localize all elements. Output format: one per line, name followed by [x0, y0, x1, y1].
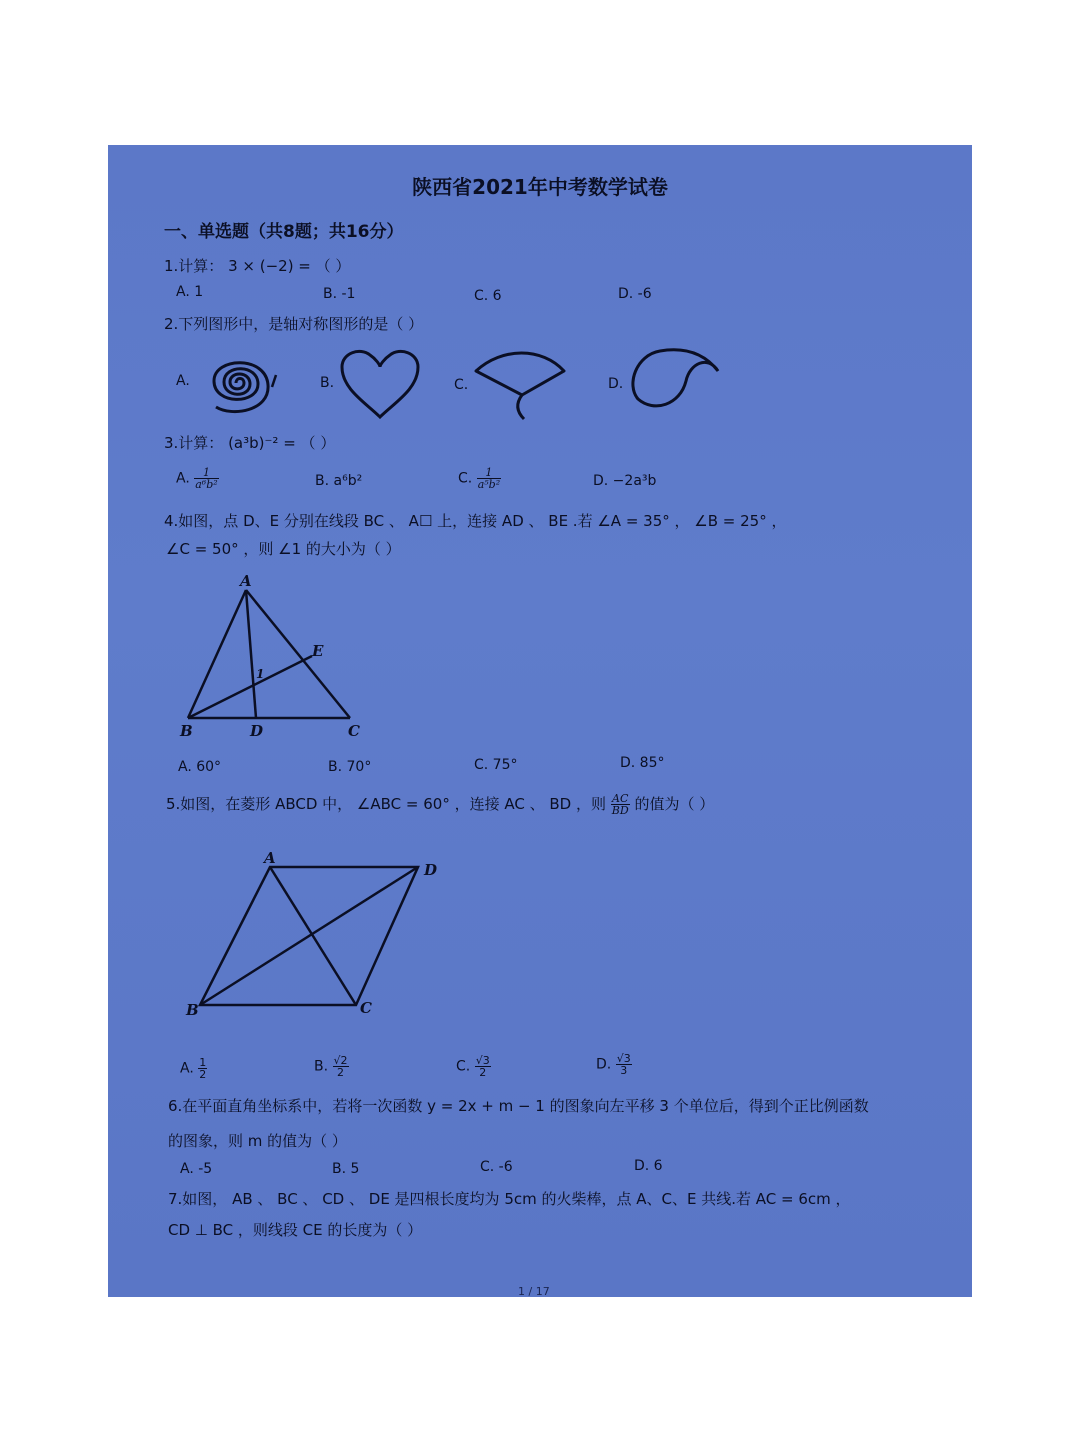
q3-option-b: B. a⁶b²	[315, 473, 363, 489]
q3-option-c-label: C.	[458, 470, 473, 487]
q5-b-numerator: √2	[333, 1054, 348, 1067]
question-6-line-2: 的图象，则 m 的值为（ ）	[168, 1132, 347, 1150]
page-number: 1 / 17	[518, 1285, 550, 1298]
segment-ac	[246, 590, 350, 718]
label-c: C	[360, 999, 372, 1017]
label-e: E	[312, 642, 324, 660]
section-heading: 一、单选题（共8题；共16分）	[164, 222, 404, 242]
q3-option-a-label: A.	[176, 470, 190, 487]
label-b: B	[186, 1001, 199, 1019]
q1-option-d: D. -6	[618, 286, 652, 302]
q6-option-d: D. 6	[634, 1158, 663, 1174]
q3-a-numerator: 1	[194, 467, 218, 479]
q5-ratio-fraction	[611, 793, 630, 816]
q2-label-a: A.	[176, 373, 190, 389]
spiral-icon	[196, 341, 286, 423]
rhombus-figure	[184, 845, 454, 1025]
q3-option-a-fraction	[194, 467, 218, 490]
q5-c-denominator: 2	[479, 1066, 487, 1079]
label-d: D	[250, 722, 264, 740]
q3-option-a	[176, 467, 219, 490]
question-3-stem: 3.计算： (a³b)⁻² = （ ）	[164, 434, 336, 452]
question-5-stem	[166, 793, 714, 816]
q2-label-d: D.	[608, 376, 624, 392]
question-4-line-2: ∠C = 50° ，则 ∠1 的大小为（ ）	[166, 540, 401, 558]
question-6-line-1: 6.在平面直角坐标系中，若将一次函数 y = 2x + m − 1 的图象向左平移 3 个单位后，得到个正比例函数	[168, 1097, 869, 1115]
q3-c-denominator: a⁵b²	[477, 478, 501, 491]
label-d: D	[424, 861, 438, 879]
diagonal-bd	[200, 867, 418, 1005]
q5-c-numerator: √3	[475, 1054, 490, 1067]
q5-d-numerator: √3	[616, 1052, 631, 1065]
q3-a-denominator: a⁶b²	[195, 478, 218, 491]
hook-curve-icon	[628, 345, 724, 417]
q5-option-c	[456, 1055, 491, 1078]
q5-option-b	[314, 1055, 349, 1078]
triangle-figure	[176, 570, 376, 745]
question-7-line-1: 7.如图， AB 、 BC 、 CD 、 DE 是四根长度均为 5cm 的火柴棒，点 A、C、E 共线.若 AC = 6cm ，	[168, 1190, 851, 1208]
q5-stem-end: 的值为（ ）	[634, 795, 715, 813]
q5-option-a	[180, 1057, 207, 1080]
q5-a-numerator: 1	[199, 1056, 207, 1069]
question-7-line-2: CD ⊥ BC ，则线段 CE 的长度为（ ）	[168, 1221, 423, 1239]
segment-ab	[188, 590, 246, 718]
q4-option-d: D. 85°	[620, 755, 665, 771]
segment-ad	[246, 590, 256, 718]
q3-option-c-fraction	[477, 467, 501, 490]
q4-option-a: A. 60°	[178, 759, 222, 775]
q4-option-c: C. 75°	[474, 757, 518, 773]
question-2-stem: 2.下列图形中，是轴对称图形的是（ ）	[164, 315, 424, 333]
q3-option-c	[458, 467, 501, 490]
q5-option-a-label: A.	[180, 1060, 194, 1077]
q6-option-c: C. -6	[480, 1159, 513, 1175]
q2-label-c: C.	[454, 377, 469, 393]
label-a: A	[264, 849, 276, 867]
q5-ratio-numerator: AC	[612, 792, 629, 805]
page-title: 陕西省2021年中考数学试卷	[412, 175, 668, 199]
exam-sheet	[108, 145, 972, 1297]
q5-b-denominator: 2	[337, 1066, 345, 1079]
q6-option-b: B. 5	[332, 1161, 360, 1177]
q5-option-b-fraction	[333, 1055, 349, 1078]
heart-icon	[338, 345, 422, 421]
q5-option-c-fraction	[475, 1055, 491, 1078]
question-1-stem: 1.计算： 3 × (−2) = （ ）	[164, 257, 351, 275]
q5-ratio-denominator: BD	[611, 804, 629, 817]
label-angle-1: 1	[256, 667, 265, 681]
label-a: A	[240, 572, 252, 590]
q5-option-b-label: B.	[314, 1058, 329, 1075]
q5-option-d	[596, 1053, 632, 1076]
q1-option-a: A. 1	[176, 284, 204, 300]
q5-a-denominator: 2	[199, 1068, 207, 1081]
q5-d-denominator: 3	[620, 1064, 628, 1077]
q1-option-b: B. -1	[323, 286, 356, 302]
segment-be	[188, 656, 312, 718]
diagonal-ac	[270, 867, 356, 1005]
q5-option-c-label: C.	[456, 1058, 471, 1075]
q5-option-d-label: D.	[596, 1056, 612, 1073]
fan-icon	[472, 345, 568, 425]
q4-option-b: B. 70°	[328, 759, 372, 775]
q5-option-d-fraction	[616, 1053, 632, 1076]
q1-option-c: C. 6	[474, 288, 502, 304]
question-4-line-1: 4.如图，点 D、E 分别在线段 BC 、 A☐ 上，连接 AD 、 BE .若 ∠A = 35° ， ∠B = 25° ，	[164, 512, 787, 530]
q3-option-d: D. −2a³b	[593, 473, 657, 489]
q5-option-a-fraction	[198, 1057, 207, 1080]
q6-option-a: A. -5	[180, 1161, 213, 1177]
label-c: C	[348, 722, 360, 740]
q3-c-numerator: 1	[477, 467, 501, 479]
q2-label-b: B.	[320, 375, 335, 391]
label-b: B	[180, 722, 193, 740]
q5-stem-text: 5.如图，在菱形 ABCD 中， ∠ABC = 60° ，连接 AC 、 BD ，则	[166, 795, 606, 813]
